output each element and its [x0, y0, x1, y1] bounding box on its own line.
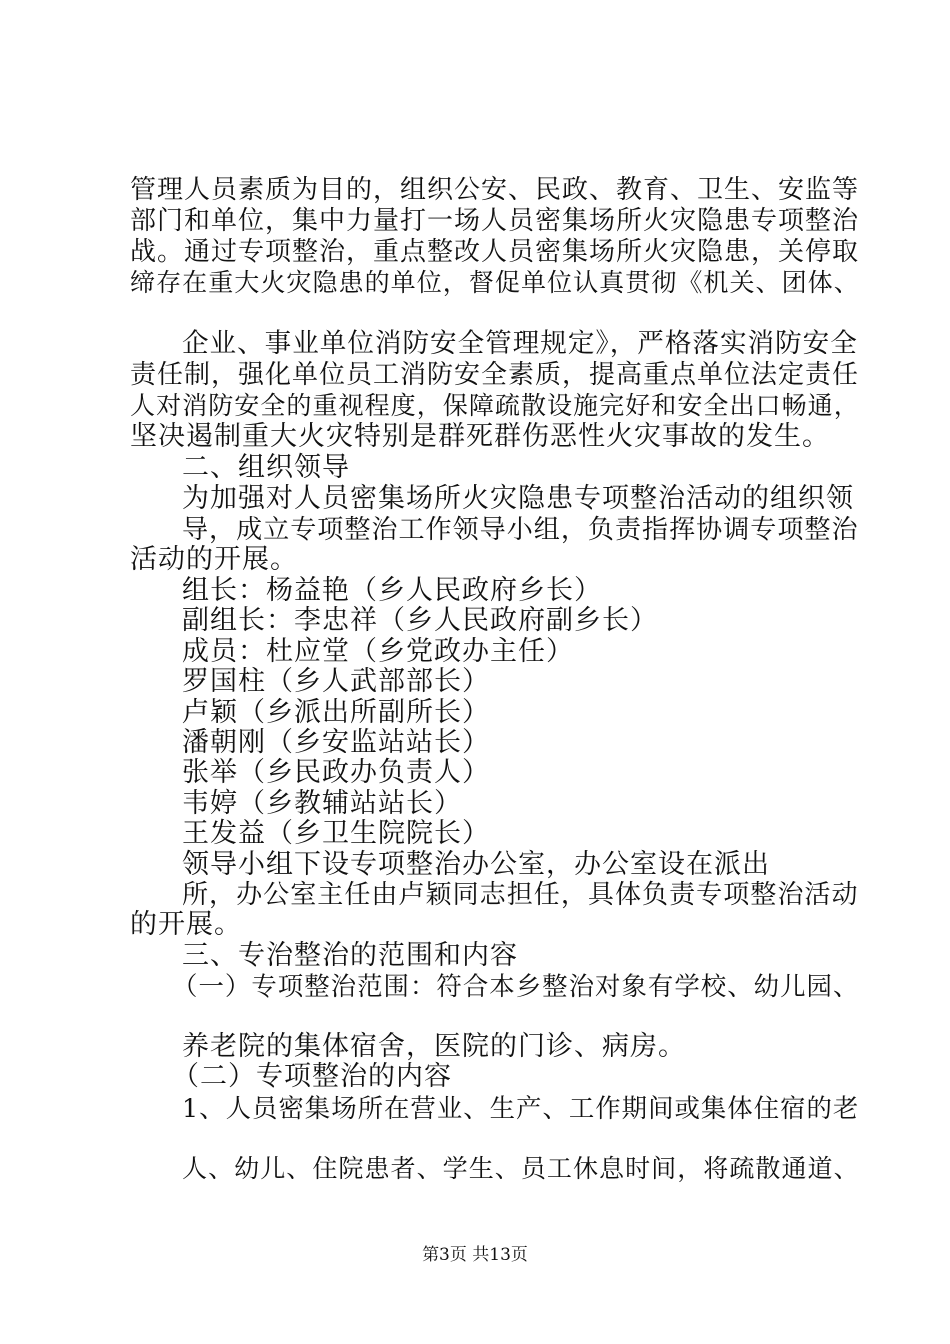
body-line: 部门和单位，集中力量打一场人员密集场所火灾隐患专项整治 [130, 206, 860, 236]
body-line: 的开展。 [130, 909, 242, 940]
body-line: 坚决遏制重大火灾特别是群死群伤恶性火灾事故的发生。 [130, 421, 830, 452]
section-heading: 二、组织领导 [182, 452, 350, 483]
body-line: 人、幼儿、住院患者、学生、员工休息时间，将疏散通道、 [182, 1154, 860, 1183]
member-line: 韦婷（乡教辅站站长） [182, 788, 462, 819]
body-line: 责任制，强化单位员工消防安全素质，提高重点单位法定责任 [130, 360, 860, 390]
section-heading: 三、专治整治的范围和内容 [182, 940, 518, 971]
body-line: 养老院的集体宿舍，医院的门诊、病房。 [182, 1031, 686, 1062]
member-line: 罗国柱（乡人武部部长） [182, 666, 490, 697]
member-line: 王发益（乡卫生院院长） [182, 818, 490, 849]
body-line: 为加强对人员密集场所火灾隐患专项整治活动的组织领 [182, 483, 854, 514]
member-line: 潘朝刚（乡安监站站长） [182, 727, 490, 758]
subsection-heading: （二）专项整治的内容 [172, 1061, 452, 1092]
subsection-heading: （一）专项整治范围：符合本乡整治对象有学校、幼儿园、 [172, 971, 860, 1001]
member-line: 张举（乡民政办负责人） [182, 757, 490, 788]
member-line: 卢颖（乡派出所副所长） [182, 697, 490, 728]
body-line: 缔存在重大火灾隐患的单位，督促单位认真贯彻《机关、团体、 [130, 268, 860, 297]
member-line: 组长：杨益艳（乡人民政府乡长） [182, 575, 602, 606]
body-line: 管理人员素质为目的，组织公安、民政、教育、卫生、安监等 [130, 175, 860, 205]
member-line: 副组长：李忠祥（乡人民政府副乡长） [182, 605, 658, 636]
body-line: 活动的开展。 [130, 544, 298, 575]
body-line: 战。通过专项整治，重点整改人员密集场所火灾隐患，关停取 [130, 237, 860, 267]
body-line: 1、人员密集场所在营业、生产、工作期间或集体住宿的老 [182, 1093, 860, 1123]
body-line: 企业、事业单位消防安全管理规定》，严格落实消防安全 [182, 328, 858, 359]
body-line: 领导小组下设专项整治办公室，办公室设在派出 [182, 849, 770, 880]
body-line: 所，办公室主任由卢颖同志担任，具体负责专项整治活动 [182, 880, 859, 910]
member-line: 成员：杜应堂（乡党政办主任） [182, 636, 574, 667]
body-line: 人对消防安全的重视程度，保障疏散设施完好和安全出口畅通， [130, 391, 860, 420]
body-line: 导，成立专项整治工作领导小组，负责指挥协调专项整治 [182, 515, 859, 545]
page-number-footer: 第3页 共13页 [422, 1245, 528, 1265]
